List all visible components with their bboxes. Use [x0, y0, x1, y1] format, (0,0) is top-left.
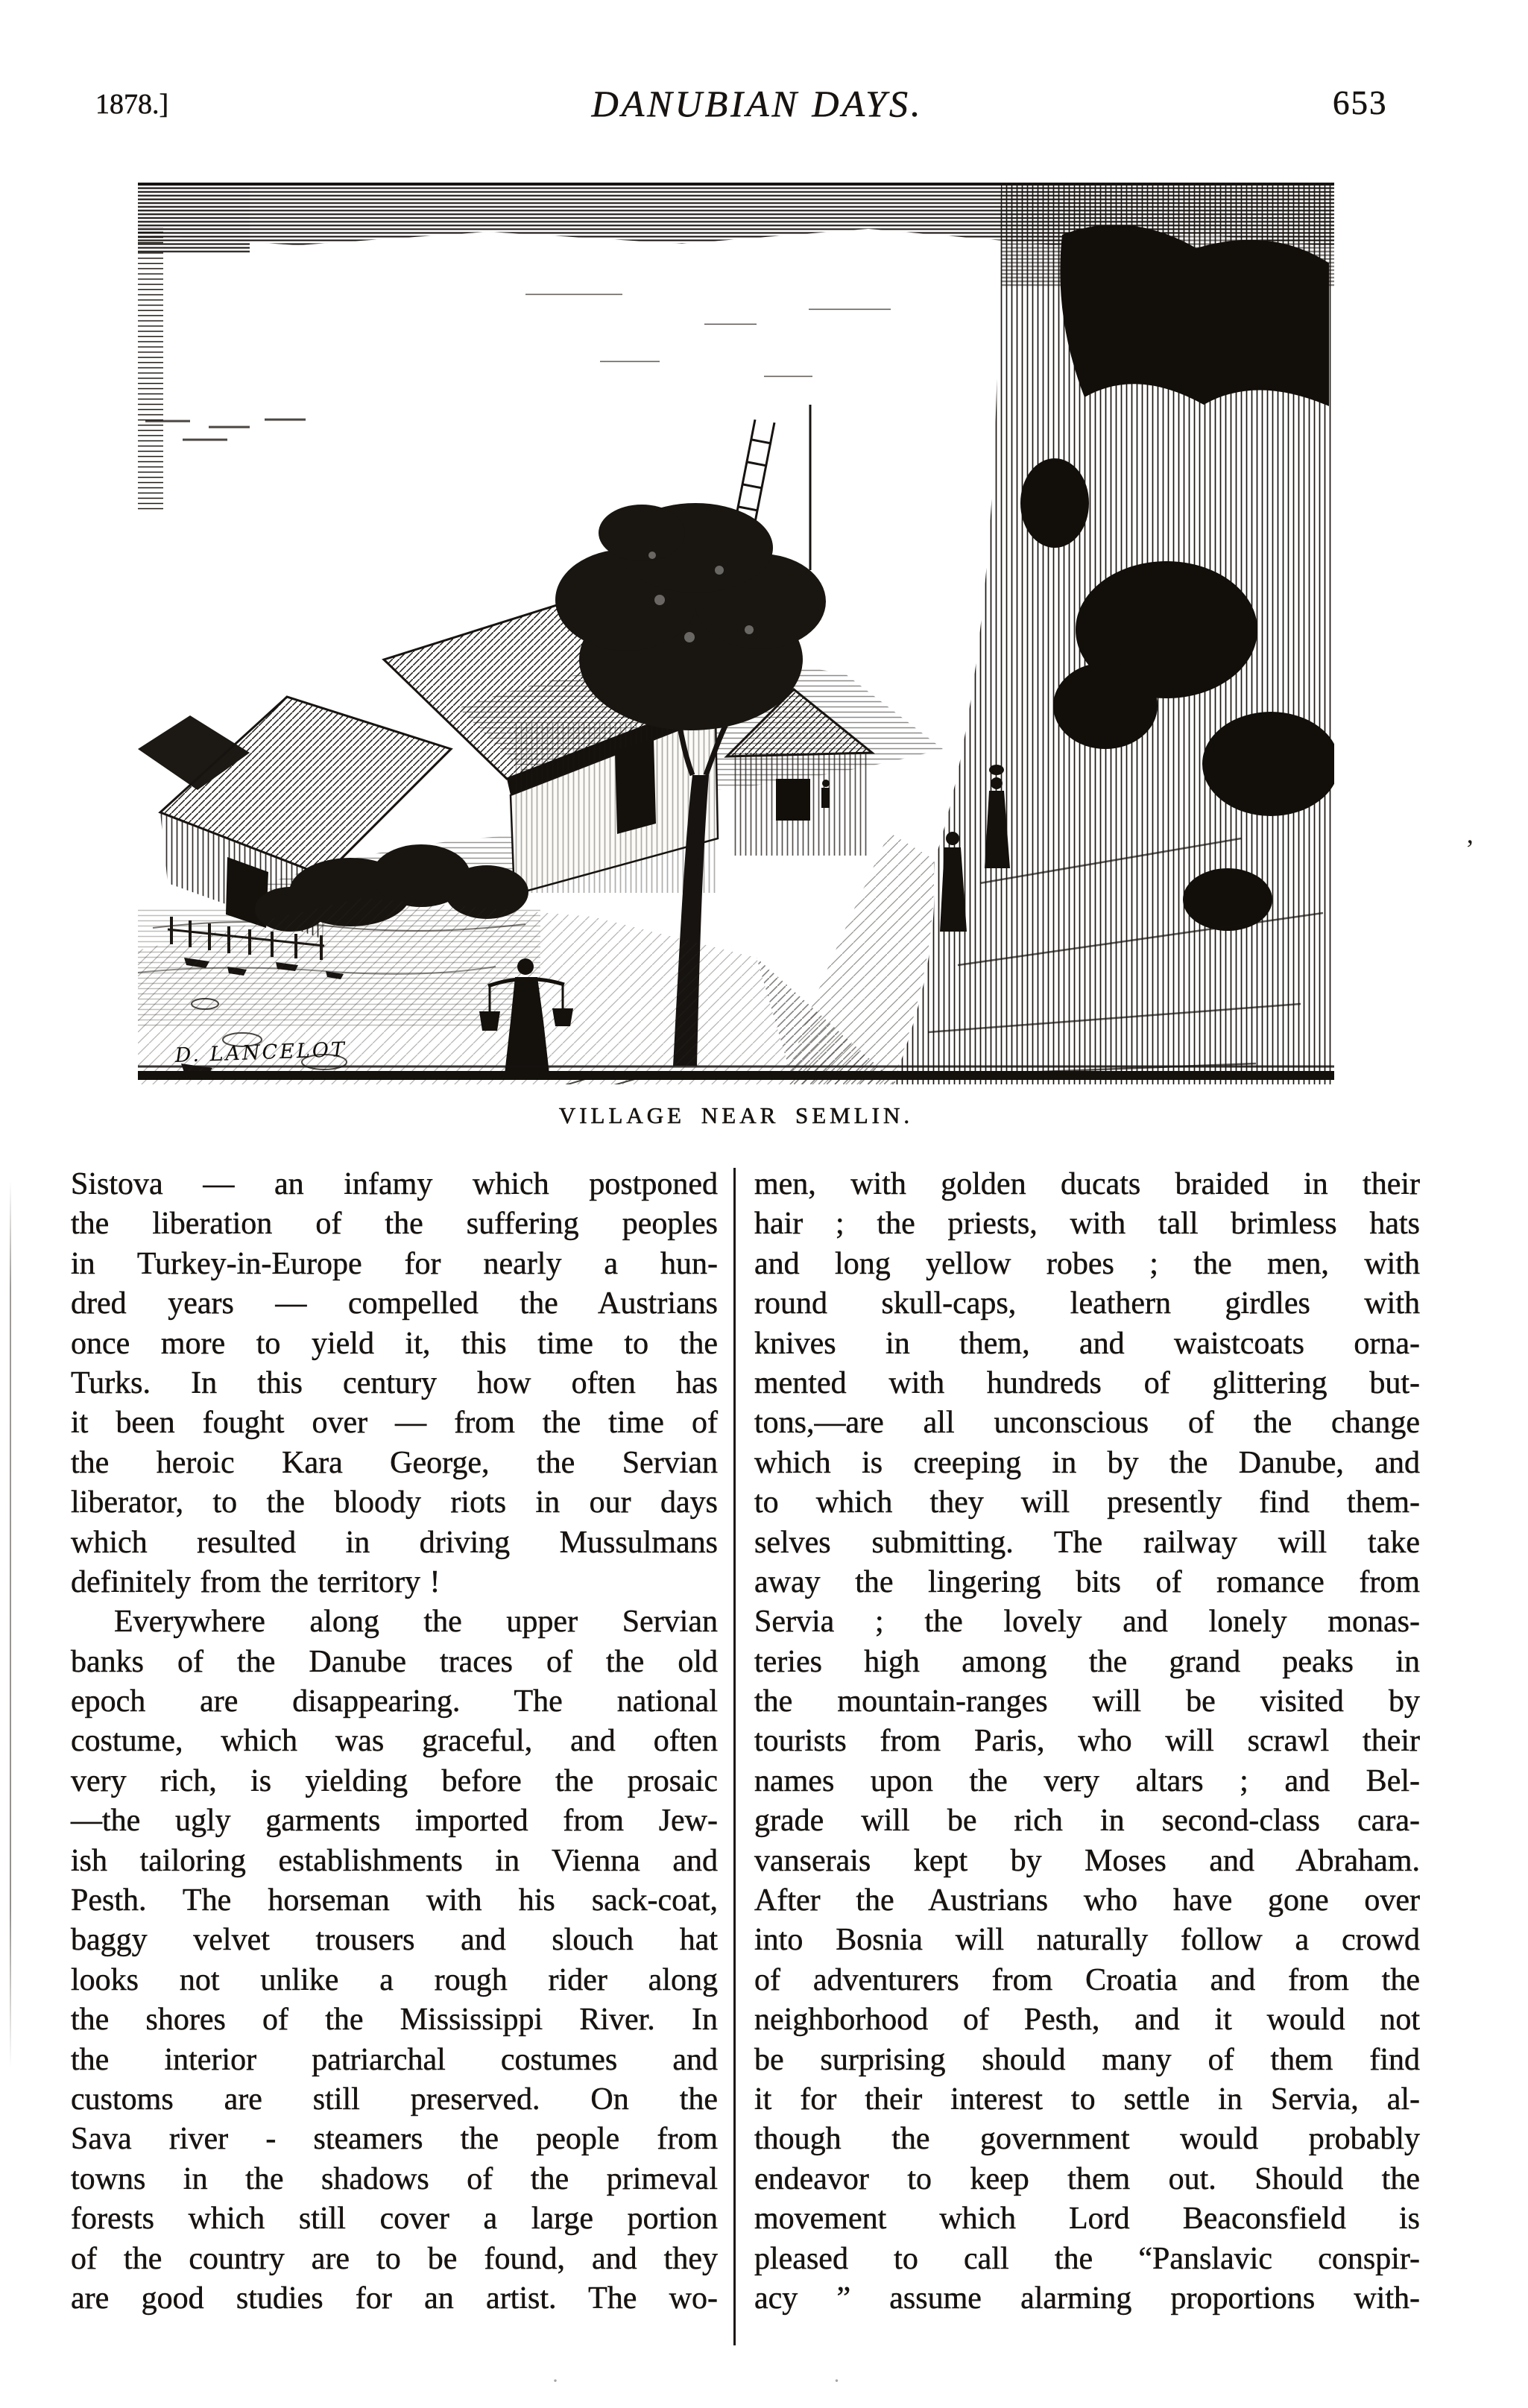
text-line: are good studies for an artist. The wo- — [71, 2281, 718, 2316]
artist-signature: D. LANCELOT — [174, 1037, 347, 1067]
left-column — [71, 1165, 718, 2319]
text-line: the liberation of the suffering peoples — [71, 1207, 718, 1242]
running-title: DANUBIAN DAYS. — [591, 83, 924, 124]
text-line: Sava river - steamers the people from — [71, 2122, 718, 2157]
text-line: it for their interest to settle in Servia, al- — [754, 2082, 1420, 2117]
text-line: epoch are disappearing. The national — [71, 1684, 718, 1719]
footer-specks: · · — [552, 2369, 975, 2393]
text-line: neighborhood of Pesth, and it would not — [754, 2003, 1420, 2038]
text-line: ish tailoring establishments in Vienna and — [71, 1843, 718, 1878]
text-line: After the Austrians who have gone over — [754, 1883, 1420, 1918]
text-line: endeavor to keep them out. Should the — [754, 2161, 1420, 2196]
folio-date: 1878.] — [95, 89, 169, 120]
text-line: pleased to call the “Panslavic conspir- — [754, 2241, 1420, 2276]
text-line: grade will be rich in second-class cara- — [754, 1804, 1420, 1839]
text-line: the shores of the Mississippi River. In — [71, 2003, 718, 2038]
text-line: which is creeping in by the Danube, and — [754, 1445, 1420, 1480]
text-line: which resulted in driving Mussulmans — [71, 1525, 718, 1560]
cliff — [892, 183, 1334, 1084]
illustration-caption: VILLAGE NEAR SEMLIN. — [558, 1102, 914, 1128]
text-line: banks of the Danube traces of the old — [71, 1644, 718, 1679]
text-line: away the lingering bits of romance from — [754, 1564, 1420, 1599]
page-edge-artifact — [10, 1181, 11, 2068]
text-line: vanserais kept by Moses and Abraham. — [754, 1843, 1420, 1878]
text-line: —the ugly garments imported from Jew- — [71, 1804, 718, 1839]
text-line: be surprising should many of them find — [754, 2042, 1420, 2077]
text-line: teries high among the grand peaks in — [754, 1644, 1420, 1679]
figure-villager-3 — [821, 780, 830, 808]
text-line: acy ” assume alarming proportions with- — [754, 2281, 1420, 2316]
text-line: it been fought over — from the time of — [71, 1406, 718, 1441]
text-line: men, with golden ducats braided in their — [754, 1167, 1420, 1201]
column-divider — [733, 1168, 736, 2345]
page-number: 653 — [1333, 84, 1388, 121]
text-line: though the government would probably — [754, 2122, 1420, 2157]
stray-mark: ’ — [1465, 834, 1474, 864]
text-line: customs are still preserved. On the — [71, 2082, 718, 2117]
right-column — [754, 1165, 1420, 2319]
text-line: costume, which was graceful, and often — [71, 1724, 718, 1759]
text-line: Everywhere along the upper Servian — [114, 1605, 718, 1640]
text-line: of adventurers from Croatia and from the — [754, 1962, 1420, 1997]
text-line: the heroic Kara George, the Servian — [71, 1445, 718, 1480]
text-line: tourists from Paris, who will scrawl their — [754, 1724, 1420, 1759]
text-line: the interior patriarchal costumes and — [71, 2042, 718, 2077]
text-line: Servia ; the lovely and lonely monas- — [754, 1605, 1420, 1640]
text-line: once more to yield it, this time to the — [71, 1326, 718, 1361]
text-line: knives in them, and waistcoats orna- — [754, 1326, 1420, 1361]
text-line: definitely from the territory ! — [71, 1564, 441, 1599]
text-line: and long yellow robes ; the men, with — [754, 1246, 1420, 1281]
text-line: Turks. In this century how often has — [71, 1365, 718, 1400]
text-line: round skull-caps, leathern girdles with — [754, 1286, 1420, 1321]
text-line: looks not unlike a rough rider along — [71, 1962, 718, 1997]
text-line: forests which still cover a large portion — [71, 2202, 718, 2237]
text-line: tons,—are all unconscious of the change — [754, 1406, 1420, 1441]
text-line: baggy velvet trousers and slouch hat — [71, 1923, 718, 1958]
text-line: into Bosnia will naturally follow a crowd — [754, 1923, 1420, 1958]
text-line: towns in the shadows of the primeval — [71, 2161, 718, 2196]
text-line: selves submitting. The railway will take — [754, 1525, 1420, 1560]
engraving-canvas — [138, 183, 1334, 1084]
text-line: in Turkey-in-Europe for nearly a hun- — [71, 1246, 718, 1281]
text-line: very rich, is yielding before the prosaic — [71, 1763, 718, 1798]
text-line: to which they will presently find them- — [754, 1485, 1420, 1520]
text-line: hair ; the priests, with tall brimless hats — [754, 1207, 1420, 1242]
text-line: movement which Lord Beaconsfield is — [754, 2202, 1420, 2237]
text-line: names upon the very altars ; and Bel- — [754, 1763, 1420, 1798]
text-line: dred years — compelled the Austrians — [71, 1286, 718, 1321]
text-line: liberator, to the bloody riots in our days — [71, 1485, 718, 1520]
text-line: the mountain-ranges will be visited by — [754, 1684, 1420, 1719]
text-line: Sistova — an infamy which postponed — [71, 1167, 718, 1201]
text-line: Pesth. The horseman with his sack-coat, — [71, 1883, 718, 1918]
text-line: mented with hundreds of glittering but- — [754, 1365, 1420, 1400]
text-line: of the country are to be found, and they — [71, 2241, 718, 2276]
village-engraving — [138, 183, 1334, 1129]
